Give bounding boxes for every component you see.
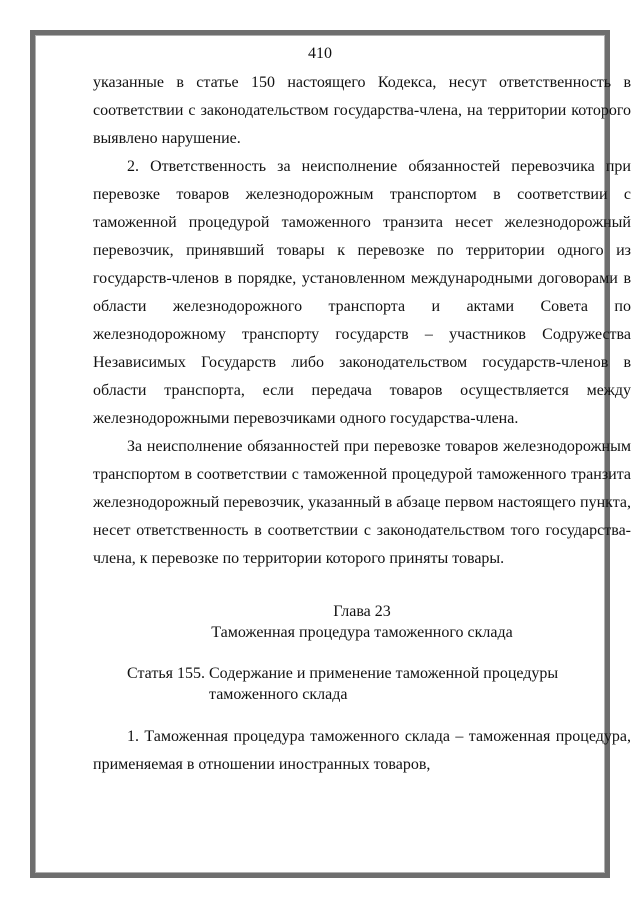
paragraph-item-2-second: За неисполнение обязанностей при перевозке товаров железнодорожным транспортом в соответствии с таможенной процедурой таможенного транзита железнодорожный перевозчик, указанный в абзаце первом настоящего пункта, несет ответственность в соответствии с законодательством того государства-члена, к перевозке по территории которого приняты товары. xyxy=(93,438,631,567)
paragraph-article-155-item-1: 1. Таможенная процедура таможенного склада – таможенная процедура, применяемая в отношении иностранных товаров, xyxy=(93,728,631,773)
paragraph-item-2: 2. Ответственность за неисполнение обязанностей перевозчика при перевозке товаров железнодорожным транспортом в соответствии с таможенной процедурой таможенного транзита несет железнодорожный перевозчик, принявший товары к перевозке по территории одного из государств-членов в порядке, установленном международными договорами в области железнодорожного транспорта и актами Совета по железнодорожному транспорту государств – участников Содружества Независимых Государств либо законодательством государств-членов в области транспорта, если передача товаров осуществляется между железнодорожными перевозчиками одного государства-члена. xyxy=(93,158,631,427)
chapter-title: Таможенная процедура таможенного склада xyxy=(211,624,513,641)
page-number: 410 xyxy=(308,45,332,62)
article-title-line2: таможенного склада xyxy=(209,686,348,703)
article-title-line1: Статья 155. Содержание и применение таможенной процедуры xyxy=(127,665,559,682)
paragraph-continuation: указанные в статье 150 настоящего Кодекса, несут ответственность в соответствии с законодательством государства-члена, на территории которого выявлено нарушение. xyxy=(93,74,631,147)
page-frame xyxy=(30,30,631,878)
chapter-heading xyxy=(93,601,631,643)
chapter-number: Глава 23 xyxy=(333,603,391,620)
document-body xyxy=(93,69,631,779)
article-heading xyxy=(127,663,631,705)
